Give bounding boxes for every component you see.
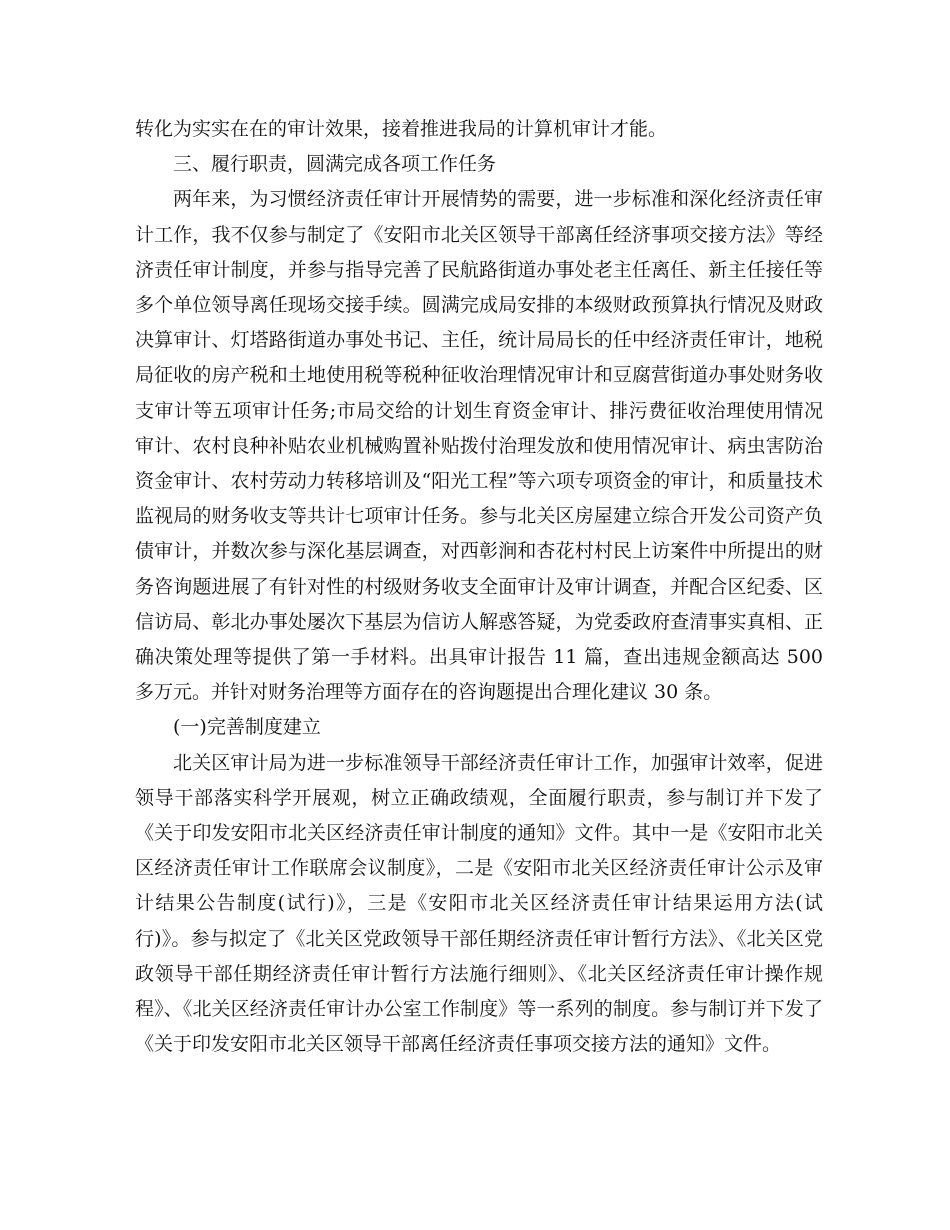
- section-heading-3: 三、履行职责，圆满完成各项工作任务: [173, 153, 497, 176]
- subsection-heading-1: (一)完善制度建立: [173, 716, 321, 739]
- document-body: [135, 112, 823, 1062]
- paragraph-system-building: 北关区审计局为进一步标准领导干部经济责任审计工作，加强审计效率，促进领导干部落实科学开展观，树立正确政绩观，全面履行职责，参与制订并下发了《关于印发安阳市北关区经济责任审计制度的通知》文件。其中一是《安阳市北关区经济责任审计工作联席会议制度》，二是《安阳市北关区经济责任审计公示及审计结果公告制度(试行)》，三是《安阳市北关区经济责任审计结果运用方法(试行)》。参与拟定了《北关区党政领导干部任期经济责任审计暂行方法》、《北关区党政领导干部任期经济责任审计暂行方法施行细则》、《北关区经济责任审计操作规程》、《北关区经济责任审计办公室工作制度》等一系列的制度。参与制订并下发了《关于印发安阳市北关区领导干部离任经济责任事项交接方法的通知》文件。: [135, 751, 823, 1056]
- paragraph-continuation: 转化为实实在在的审计效果，接着推进我局的计算机审计才能。: [135, 118, 668, 140]
- paragraph-audit-tasks: 两年来，为习惯经济责任审计开展情势的需要，进一步标准和深化经济责任审计工作，我不仅参与制定了《安阳市北关区领导干部离任经济事项交接方法》等经济责任审计制度，并参与指导完善了民航路街道办事处老主任离任、新主任接任等多个单位领导离任现场交接手续。圆满完成局安排的本级财政预算执行情况及财政决算审计、灯塔路街道办事处书记、主任，统计局局长的任中经济责任审计，地税局征收的房产税和土地使用税等税种征收治理情况审计和豆腐营街道办事处财务收支审计等五项审计任务;市局交给的计划生育资金审计、排污费征收治理使用情况审计、农村良种补贴农业机械购置补贴拨付治理发放和使用情况审计、病虫害防治资金审计、农村劳动力转移培训及“阳光工程”等六项专项资金的审计，和质量技术监视局的财务收支等共计七项审计任务。参与北关区房屋建立综合开发公司资产负债审计，并数次参与深化基层调查，对西彰涧和杏花村村民上访案件中所提出的财务咨询题进展了有针对性的村级财务收支全面审计及审计调查，并配合区纪委、区信访局、彰北办事处屡次下基层为信访人解惑答疑，为党委政府查清事实真相、正确决策处理等提供了第一手材料。出具审计报告 11 篇，查出违规金额高达 500 多万元。并针对财务治理等方面存在的咨询题提出合理化建议 30 条。: [135, 188, 823, 704]
